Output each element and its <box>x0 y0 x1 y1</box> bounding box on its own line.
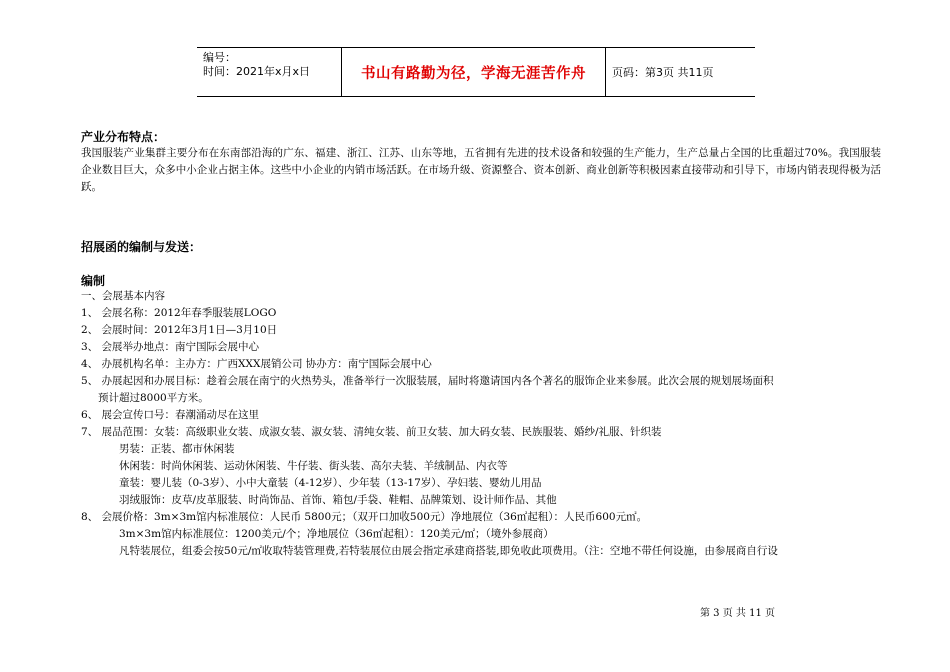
header-motto: 书山有路勤为径，学海无涯苦作舟 <box>341 48 606 96</box>
time-label: 时间：2021年x月x日 <box>203 65 311 78</box>
content-line: 童装：婴儿装（0-3岁）、小中大童装（4-12岁）、少年装（13-17岁）、孕妇装、婴幼儿用品 <box>119 477 542 489</box>
content-line: 7、 展品范围：女装：高级职业女装、成淑女装、淑女装、清纯女装、前卫女装、加大码女装、民族服装、婚纱/礼服、针织装 <box>81 426 662 438</box>
content-line: 4、 办展机构名单：主办方：广西XXX展销公司 协办方：南宁国际会展中心 <box>81 358 432 370</box>
header-table <box>197 47 755 97</box>
number-label: 编号： <box>203 51 236 64</box>
content-line: 8、 会展价格：3m×3m馆内标准展位：人民币 5800元；（双开口加收500元）净地展位（36㎡起租）：人民币600元㎡。 <box>81 511 648 523</box>
content-line: 2、 会展时间：2012年3月1日—3月10日 <box>81 324 278 336</box>
section-title-invitation: 招展函的编制与发送： <box>81 240 202 254</box>
content-line: 1、 会展名称：2012年春季服装展LOGO <box>81 307 277 319</box>
content-line: 凡特装展位，组委会按50元/㎡收取特装管理费,若特装展位由展会指定承建商搭装,即免收此项费用。（注：空地不带任何设施，由参展商自行设 <box>119 545 778 557</box>
page-footer: 第 3 页 共 11 页 <box>700 608 775 619</box>
content-line: 休闲装：时尚休闲装、运动休闲装、牛仔装、街头装、高尔夫装、羊绒制品、内衣等 <box>119 460 508 472</box>
section-title-industry: 产业分布特点： <box>81 130 166 144</box>
content-line: 3、 会展举办地点：南宁国际会展中心 <box>81 341 260 353</box>
content-line: 预计超过8000平方米。 <box>98 392 209 404</box>
industry-paragraph: 我国服装产业集群主要分布在东南部沿海的广东、福建、浙江、江苏、山东等地，五省拥有先进的技术设备和较强的生产能力，生产总量占全国的比重超过70%。我国服装企业数目巨大，众多中小企业占据主体。这些中小企业的内销市场活跃。在市场升级、资源整合、资本创新、商业创新等积极因素直接带动和引导下，市场内销表现得极为活跃。 <box>81 147 881 193</box>
subsection-title-compile: 编制 <box>81 274 106 288</box>
content-line: 6、 展会宣传口号：春潮涌动尽在这里 <box>81 409 260 421</box>
content-line: 羽绒服饰：皮草/皮革服装、时尚饰品、首饰、箱包/手袋、鞋帽、品牌策划、设计师作品、其他 <box>119 494 557 506</box>
content-line: 5、 办展起因和办展目标：趁着会展在南宁的火热势头，准备举行一次服装展，届时将邀请国内各个著名的服饰企业来参展。此次会展的规划展场面积 <box>81 375 774 387</box>
content-line: 男装：正装、都市休闲装 <box>119 443 235 455</box>
content-line: 3m×3m馆内标准展位：1200美元/个；净地展位（36㎡起租）：120美元/㎡；（境外参展商） <box>119 528 554 540</box>
content-line: 一、会展基本内容 <box>81 290 165 302</box>
header-page-label: 页码：第3页 共11页 <box>612 66 714 79</box>
header-meta <box>197 48 341 96</box>
